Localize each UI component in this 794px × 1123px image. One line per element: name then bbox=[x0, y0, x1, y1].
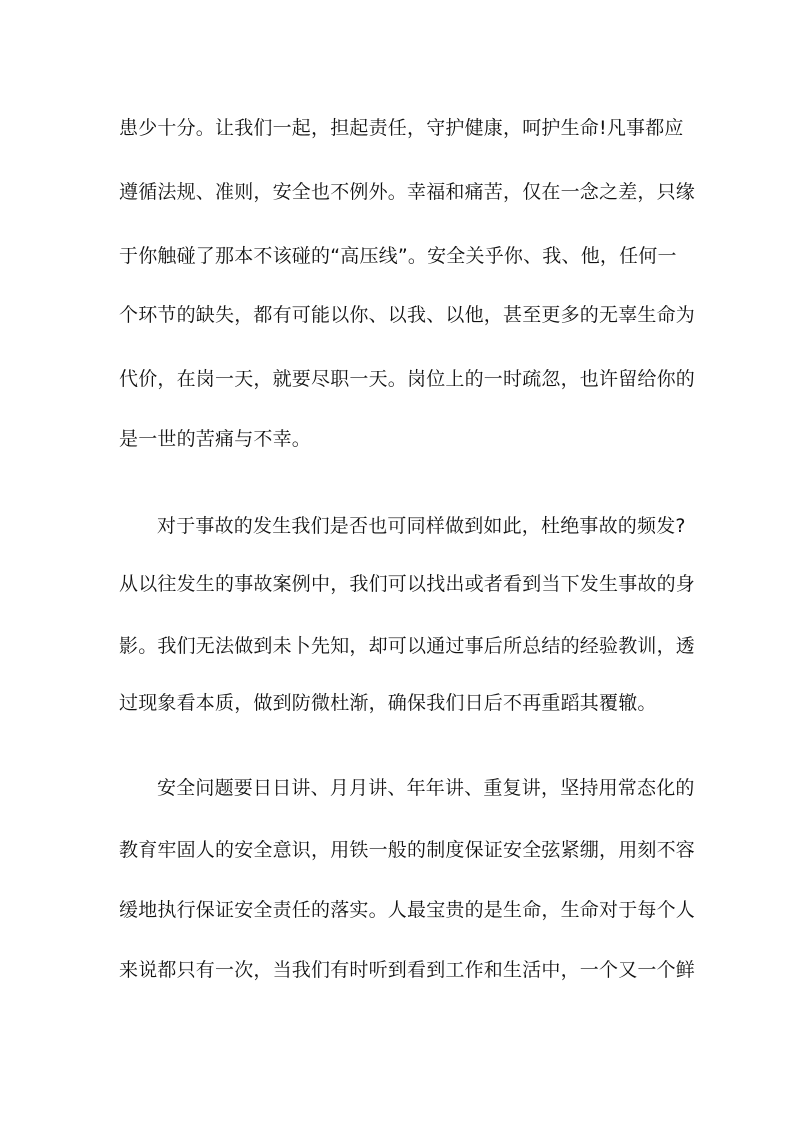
text-line: 缓地执行保证安全责任的落实。人最宝贵的是生命，生命对于每个人 bbox=[119, 899, 696, 921]
text-line: 是一世的苦痛与不幸。 bbox=[119, 428, 312, 450]
text-line: 对于事故的发生我们是否也可同样做到如此，杜绝事故的频发? bbox=[157, 515, 686, 537]
text-line: 安全问题要日日讲、月月讲、年年讲、重复讲，坚持用常态化的 bbox=[157, 777, 695, 799]
text-line: 过现象看本质，做到防微杜渐，确保我们日后不再重蹈其覆辙。 bbox=[119, 692, 657, 714]
text-line: 患少十分。让我们一起，担起责任，守护健康，呵护生命!凡事都应 bbox=[119, 117, 684, 139]
text-line: 教育牢固人的安全意识，用铁一般的制度保证安全弦紧绷，用刻不容 bbox=[119, 839, 696, 861]
text-line: 从以往发生的事故案例中，我们可以找出或者看到当下发生事故的身 bbox=[119, 573, 696, 595]
text-line: 个环节的缺失，都有可能以你、以我、以他，甚至更多的无辜生命为 bbox=[119, 304, 696, 326]
text-line: 于你触碰了那本不该碰的“高压线”。安全关乎你、我、他，任何一 bbox=[119, 245, 677, 267]
text-line: 代价，在岗一天，就要尽职一天。岗位上的一时疏忽，也许留给你的 bbox=[119, 368, 696, 390]
text-line: 影。我们无法做到未卜先知，却可以通过事后所总结的经验教训，透 bbox=[119, 635, 696, 657]
text-line: 来说都只有一次，当我们有时听到看到工作和生活中，一个又一个鲜 bbox=[119, 959, 696, 981]
text-line: 遵循法规、准则，安全也不例外。幸福和痛苦，仅在一念之差，只缘 bbox=[119, 181, 696, 203]
